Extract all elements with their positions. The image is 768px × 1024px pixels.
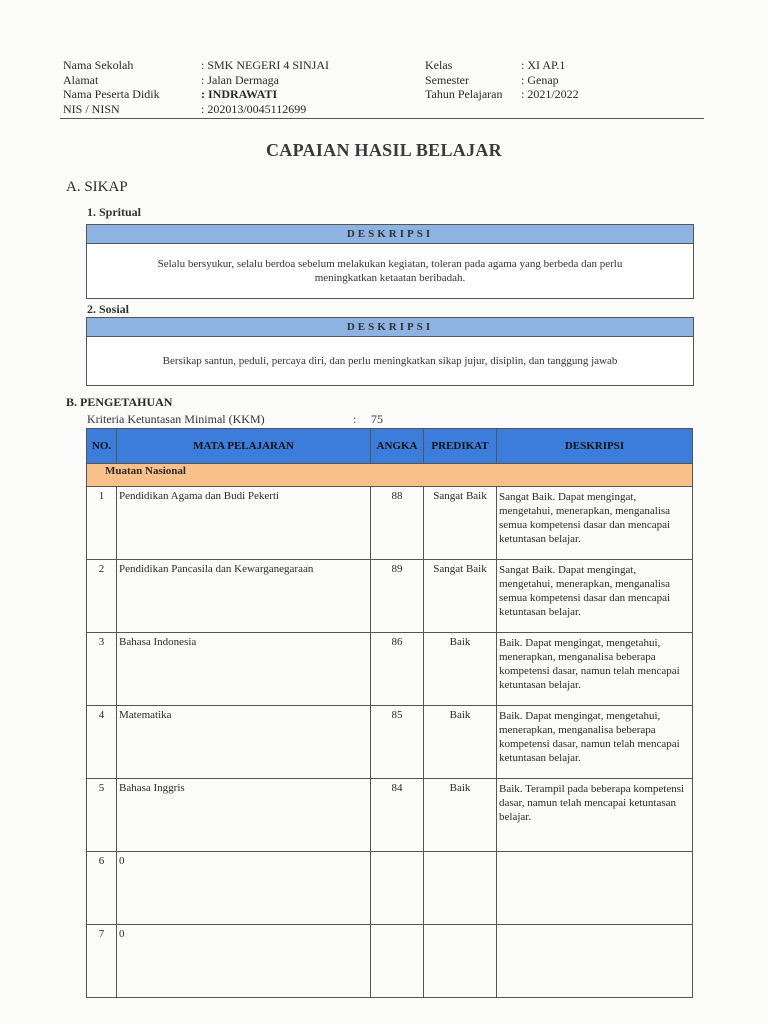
info-value: : Genap [521, 72, 559, 87]
table-row [87, 925, 693, 998]
info-row-4 [63, 102, 601, 117]
info-value: : XI AP.1 [521, 58, 566, 72]
cell-mapel: Bahasa Indonesia [117, 633, 371, 706]
student-info [63, 58, 601, 116]
header-divider [60, 118, 704, 119]
info-row-3 [63, 87, 601, 102]
cell-deskripsi: Sangat Baik. Dapat mengingat, mengetahui, menerapkan, menganalisa semua kompetensi dasar dan mencapai ketuntasan belajar. [497, 487, 693, 560]
cell-angka [371, 925, 424, 998]
cell-no: 2 [87, 560, 117, 633]
kkm-colon: : [353, 412, 357, 426]
cell-deskripsi: Baik. Dapat mengingat, mengetahui, menerapkan, menganalisa beberapa kompetensi dasar, namun telah mencapai ketuntasan belajar. [497, 706, 693, 779]
cell-predikat [424, 925, 497, 998]
grades-table [86, 428, 693, 998]
info-value: : 2021/2022 [521, 87, 579, 101]
table-row [87, 852, 693, 925]
info-label: Nama Sekolah [63, 58, 134, 72]
cell-deskripsi: Sangat Baik. Dapat mengingat, mengetahui, menerapkan, menganalisa semua kompetensi dasar dan mencapai ketuntasan belajar. [497, 560, 693, 633]
info-label: Kelas [425, 58, 453, 72]
sosial-label: 2. Sosial [87, 302, 130, 316]
kkm-line [87, 412, 383, 427]
kkm-value: 75 [371, 412, 383, 426]
info-label: Alamat [63, 72, 99, 87]
description-header: DESKRIPSI [87, 225, 693, 244]
table-header-row [87, 429, 693, 464]
cell-predikat: Baik [424, 706, 497, 779]
cell-no: 7 [87, 925, 117, 998]
col-header-deskripsi: DESKRIPSI [497, 429, 693, 464]
cell-deskripsi [497, 925, 693, 998]
cell-mapel: 0 [117, 852, 371, 925]
cell-mapel: Matematika [117, 706, 371, 779]
spiritual-description-box [86, 224, 694, 299]
cell-mapel: Pendidikan Agama dan Budi Pekerti [117, 487, 371, 560]
cell-no: 6 [87, 852, 117, 925]
info-label: Tahun Pelajaran [425, 87, 503, 101]
info-value: : SMK NEGERI 4 SINJAI [201, 58, 330, 72]
info-label: Semester [425, 72, 469, 87]
cell-predikat: Sangat Baik [424, 487, 497, 560]
cell-angka: 84 [371, 779, 424, 852]
cell-angka: 88 [371, 487, 424, 560]
cell-deskripsi: Baik. Dapat mengingat, mengetahui, menerapkan, menganalisa beberapa kompetensi dasar, namun telah mencapai ketuntasan belajar. [497, 633, 693, 706]
info-row-2 [63, 73, 601, 88]
cell-no: 1 [87, 487, 117, 560]
info-label: NIS / NISN [63, 101, 120, 116]
cell-angka [371, 852, 424, 925]
info-value: : Jalan Dermaga [201, 72, 279, 87]
table-row [87, 779, 693, 852]
cell-predikat: Baik [424, 779, 497, 852]
table-row [87, 706, 693, 779]
cell-predikat [424, 852, 497, 925]
cell-mapel: Pendidikan Pancasila dan Kewarganegaraan [117, 560, 371, 633]
cell-deskripsi [497, 852, 693, 925]
cell-no: 5 [87, 779, 117, 852]
cell-mapel: Bahasa Inggris [117, 779, 371, 852]
table-row [87, 487, 693, 560]
cell-angka: 89 [371, 560, 424, 633]
kkm-label: Kriteria Ketuntasan Minimal (KKM) [87, 412, 265, 426]
cell-mapel: 0 [117, 925, 371, 998]
sosial-description: Bersikap santun, peduli, percaya diri, dan perlu meningkatkan sikap jujur, disiplin, dan tanggung jawab [162, 355, 618, 367]
col-header-mapel: MATA PELAJARAN [117, 429, 371, 464]
table-row [87, 560, 693, 633]
info-value: : 202013/0045112699 [201, 101, 307, 116]
cell-predikat: Baik [424, 633, 497, 706]
cell-deskripsi: Baik. Terampil pada beberapa kompetensi dasar, namun telah mencapai ketuntasan belajar. [497, 779, 693, 852]
col-header-predikat: PREDIKAT [424, 429, 497, 464]
cell-no: 4 [87, 706, 117, 779]
spiritual-description: Selalu bersyukur, selalu berdoa sebelum melakukan kegiatan, toleran pada agama yang berbeda dan perlu meningkatkan ketaatan beribadah. [157, 258, 623, 284]
section-sikap-heading: A. SIKAP [66, 179, 128, 195]
sosial-description-box [86, 317, 694, 386]
info-label: Nama Peserta Didik [63, 87, 160, 101]
col-header-angka: ANGKA [371, 429, 424, 464]
description-header: DESKRIPSI [87, 318, 693, 337]
section-pengetahuan-heading: B. PENGETAHUAN [66, 395, 173, 409]
col-header-no: NO. [87, 429, 117, 464]
table-row [87, 633, 693, 706]
student-name: : INDRAWATI [201, 87, 278, 101]
cell-angka: 85 [371, 706, 424, 779]
info-row-1 [63, 58, 601, 73]
cell-predikat: Sangat Baik [424, 560, 497, 633]
group-row [87, 464, 693, 487]
spiritual-label: 1. Spritual [87, 205, 142, 219]
page-title: CAPAIAN HASIL BELAJAR [265, 140, 502, 160]
cell-angka: 86 [371, 633, 424, 706]
cell-no: 3 [87, 633, 117, 706]
group-label: Muatan Nasional [87, 464, 693, 487]
